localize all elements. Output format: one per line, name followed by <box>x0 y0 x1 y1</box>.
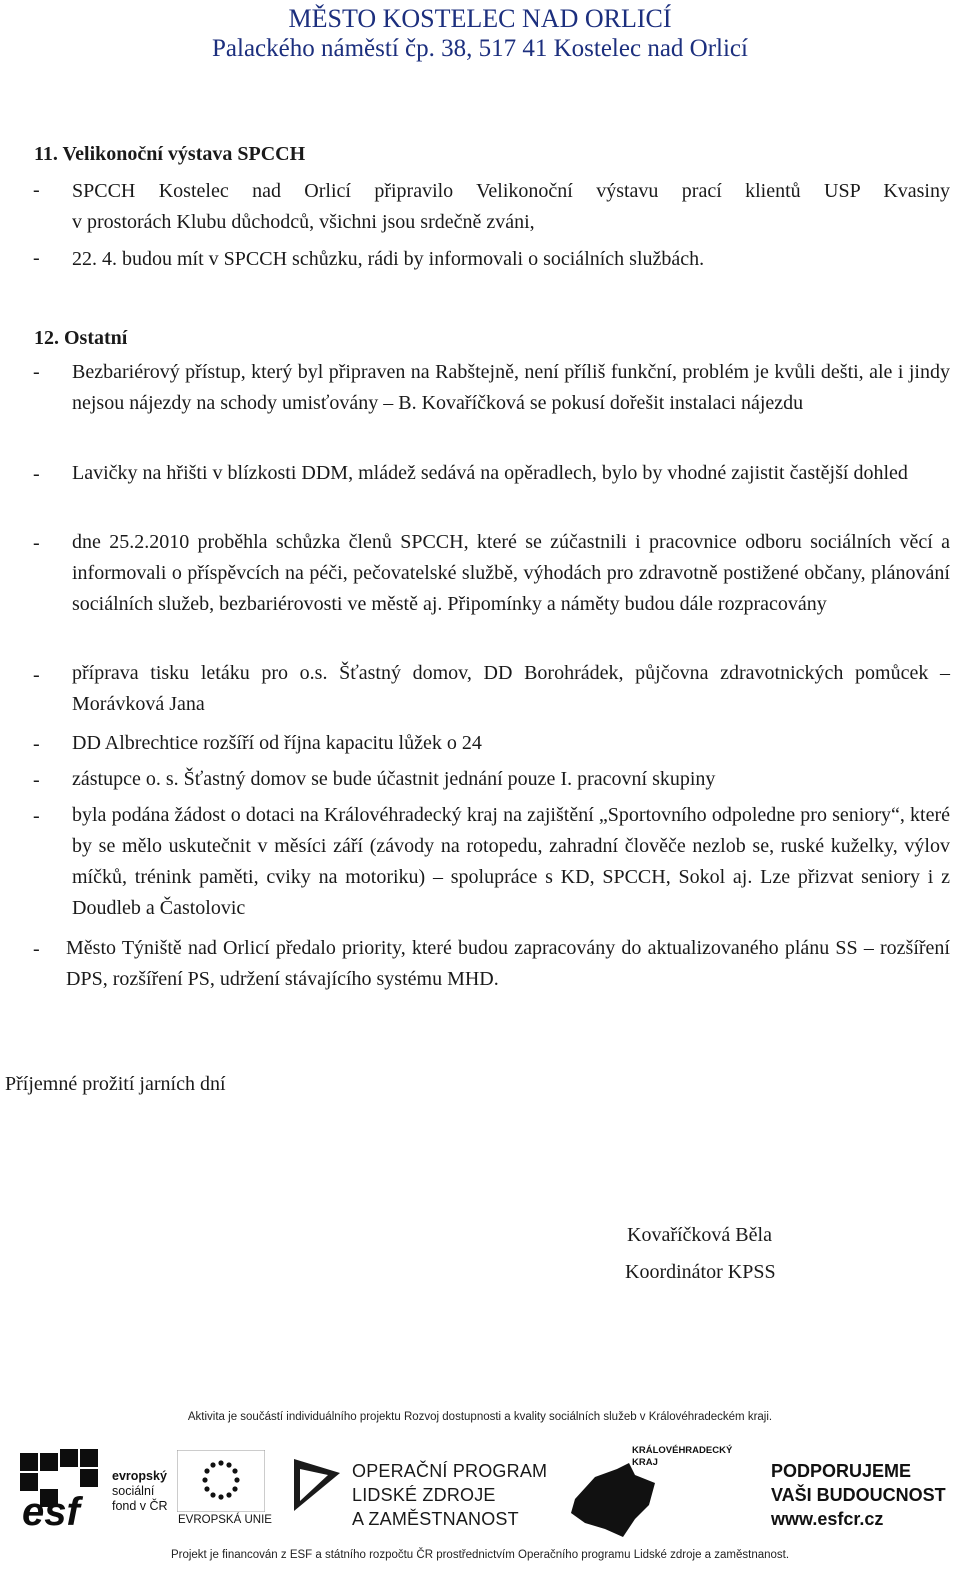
list-dash: - <box>33 733 40 755</box>
svg-text:esf: esf <box>22 1490 80 1529</box>
esf-logo-text: evropský sociální fond v ČR <box>112 1469 168 1513</box>
section-12-item: Lavičky na hřišti v blízkosti DDM, mládež sedává na opěradlech, bylo by vhodné zajistit častější dohled <box>72 462 908 484</box>
municipality-address: Palackého náměstí čp. 38, 517 41 Kostelec nad Orlicí <box>212 35 748 62</box>
section-12-item: příprava tisku letáku pro o.s. Šťastný domov, DD Borohrádek, půjčovna zdravotnických pomůcek – Morávková Jana <box>72 662 950 715</box>
list-dash: - <box>33 247 40 269</box>
section-12-item: Město Týniště nad Orlicí předalo priority, které budou zapracovány do aktualizovaného plánu SS – rozšíření DPS, rozšíření PS, udržení stávajícího systému MHD. <box>66 937 950 990</box>
list-dash: - <box>33 805 40 827</box>
closing-greeting: Příjemné prožití jarních dní <box>5 1073 226 1095</box>
letterhead <box>0 4 960 64</box>
section-12-item: Bezbariérový přístup, který byl připraven na Rabštejně, není příliš funkční, problém je kvůli dešti, ale i jindy nejsou nájezdy na schody umisťovány – B. Kovaříčková se pokusí dořešit instalaci nájezdu <box>72 361 950 414</box>
municipality-title: MĚSTO KOSTELEC NAD ORLICÍ <box>288 4 672 33</box>
section-12-item: DD Albrechtice rozšíří od října kapacitu lůžek o 24 <box>72 732 482 754</box>
funding-note-bottom: Projekt je financován z ESF a státního rozpočtu ČR prostřednictvím Operačního programu Lidské zdroje a zaměstnanost. <box>170 1549 790 1561</box>
list-dash: - <box>33 769 40 791</box>
funding-note-top: Aktivita je součástí individuálního projektu Rozvoj dostupnosti a kvality sociálních služeb v Královéhradeckém kraji. <box>187 1411 773 1423</box>
op-logo-text: OPERAČNÍ PROGRAM LIDSKÉ ZDROJE A ZAMĚSTNANOST <box>352 1461 548 1529</box>
section-12-item: zástupce o. s. Šťastný domov se bude účastnit jednání pouze I. pracovní skupiny <box>72 768 716 790</box>
list-dash: - <box>33 938 40 960</box>
list-dash: - <box>33 532 40 554</box>
eu-label: EVROPSKÁ UNIE <box>178 1514 272 1526</box>
list-dash: - <box>33 361 40 383</box>
section-11-item-1-line-1: SPCCH Kostelec nad Orlicí připravilo Velikonoční výstavu prací klientů USP Kvasiny <box>72 180 950 202</box>
signature-role: Koordinátor KPSS <box>625 1261 776 1283</box>
esf-slogan: PODPORUJEME VAŠI BUDOUCNOST www.esfcr.cz <box>771 1461 946 1529</box>
section-12-title: 12. Ostatní <box>34 327 128 349</box>
section-11-item-2: 22. 4. budou mít v SPCCH schůzku, rádi by informovali o sociálních službách. <box>72 248 705 270</box>
section-11-title: 11. Velikonoční výstava SPCCH <box>34 143 306 165</box>
section-12-item: byla podána žádost o dotaci na Královéhradecký kraj na zajištění „Sportovního odpoledne pro seniory“, které by se mělo uskutečnit v měsíci září (závody na rotopedu, zahradní člověče nezlob se, ruské kuželky, výlov míčků, trénink paměti, cviky na motoriku) – spolupráce s KD, SPCCH, Sokol aj. Lze přizvat seniory i z Doudleb a Častolovic <box>72 804 950 919</box>
list-dash: - <box>33 463 40 485</box>
section-11-item-1-line-2: v prostorách Klubu důchodců, všichni jsou srdečně zváni, <box>72 211 535 233</box>
eu-flag-icon <box>177 1450 265 1512</box>
funding-logos <box>0 1445 960 1545</box>
kraj-logo-text: KRÁLOVÉHRADECKÝ KRAJ <box>632 1445 733 1468</box>
signature-name: Kovaříčková Běla <box>627 1224 772 1246</box>
list-dash: - <box>33 664 40 686</box>
list-dash: - <box>33 179 40 201</box>
esf-logo-icon <box>18 1447 110 1529</box>
section-12-item: dne 25.2.2010 proběhla schůzka členů SPCCH, které se zúčastnili i pracovnice odboru sociálních věcí a informovali o příspěvcích na péči, pečovatelské službě, výhodách pro zdravotně postižené občany, plánování sociálních služeb, bezbariérovosti ve městě aj. Připomínky a náměty budou dále rozpracovány <box>72 531 950 615</box>
op-logo-icon <box>290 1455 344 1515</box>
kraj-map-icon <box>565 1459 665 1539</box>
